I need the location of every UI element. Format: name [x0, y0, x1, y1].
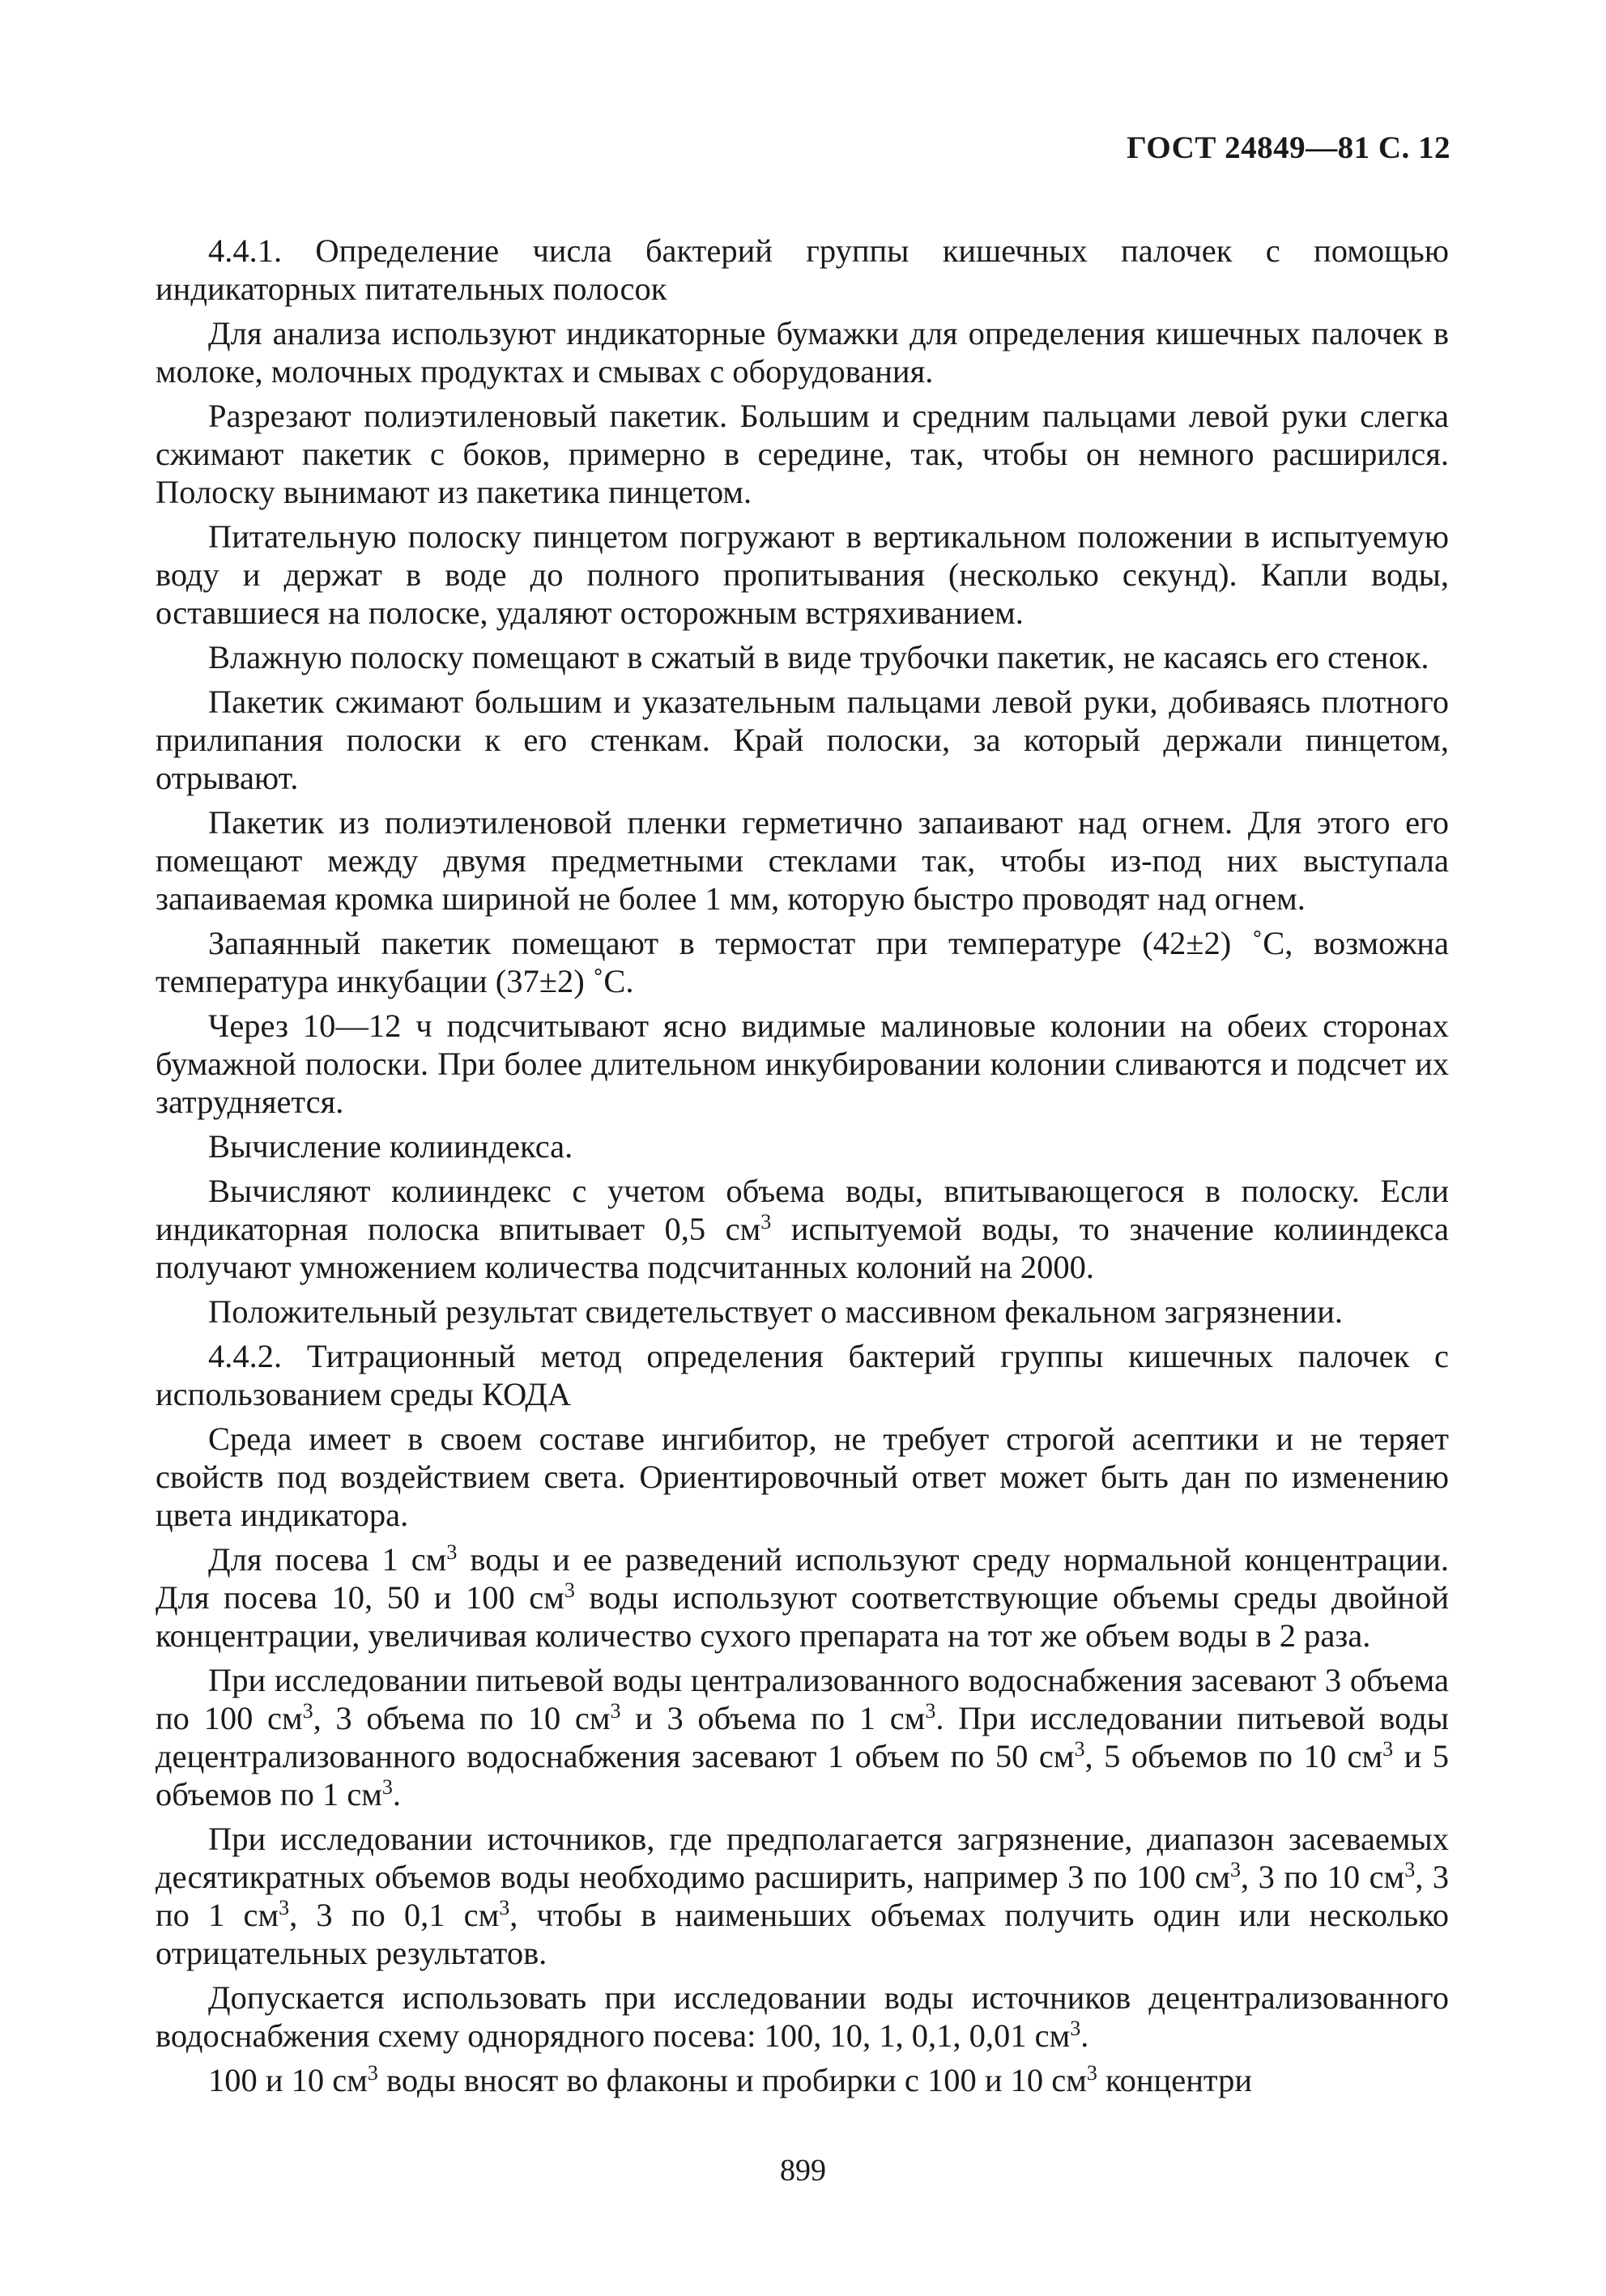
paragraph: 100 и 10 $см^3$ воды вносят во флаконы и пробирки с 100 и 10 $см^3$ концентри	[208, 2061, 1252, 2098]
paragraph: Для посева 1 $см^3$ воды и ее разведений используют среду нормальной концентрации. Для посева 10, 50 и 100 $см^3$ воды используют соответствующие объемы среды двойной концентрации, увеличивая количество сухого препарата на тот же объем воды в 2 раза.	[155, 1540, 1450, 1654]
paragraph: Влажную полоску помещают в сжатый в виде трубочки пакетик, не касаясь его стенок.	[208, 639, 1429, 675]
paragraph: Пакетик сжимают большим и указательным пальцами левой руки, добиваясь плотного прилипания полоски к его стенкам. Край полоски, за который держали пинцетом, отрывают.	[155, 684, 1449, 796]
superscript-3: 3	[367, 2061, 378, 2085]
paragraph: Допускается использовать при исследовании воды источников децентрализованного водоснабжения схему однорядного посева: 100, 10, 1, 0,1, 0,01 $см^3$.	[155, 1979, 1449, 2054]
paragraph: Среда имеет в своем составе ингибитор, не требует строгой асептики и не теряет свойств под воздействием света. Ориентировочный ответ может быть дан по изменению цвета индикатора.	[155, 1421, 1449, 1533]
superscript-3: 3	[610, 1699, 621, 1723]
superscript-3: 3	[381, 1775, 393, 1799]
paragraph: Для анализа используют индикаторные бумажки для определения кишечных палочек в молоке, молочных продуктах и смывах с оборудования.	[155, 315, 1449, 390]
superscript-3: 3	[499, 1896, 510, 1919]
superscript-3: 3	[279, 1896, 290, 1919]
paragraph: Разрезают полиэтиленовый пакетик. Большим и средним пальцами левой руки слегка сжимают пакетик с боков, примерно в середине, так, чтобы он немного расширился. Полоску вынимают из пакетика пинцетом.	[155, 398, 1449, 510]
superscript-3: 3	[925, 1699, 936, 1723]
superscript-3: 3	[446, 1540, 458, 1564]
page-number: 899	[780, 2153, 826, 2187]
paragraph: При исследовании питьевой воды централизованного водоснабжения засевают 3 объема по 100 $см^3$, 3 объема по 10 $см^3$ и 3 объема по 1 $см^3$. При исследовании питьевой воды децентрализованного водоснабжения засевают 1 объем по 50 $см^3$, 5 объемов по 10 $см^3$ и 5 объемов по 1 $см^3$.	[155, 1662, 1450, 1813]
paragraph: Через 10—12 ч подсчитывают ясно видимые малиновые колонии на обеих сторонах бумажной полоски. При более длительном инкубировании колонии сливаются и подсчет их затрудняется.	[155, 1007, 1449, 1120]
superscript-3: 3	[1074, 1737, 1085, 1761]
superscript-3: 3	[1070, 2017, 1081, 2040]
paragraph: 4.4.1. Определение числа бактерий группы кишечных палочек с помощью индикаторных питательных полосок	[155, 232, 1449, 307]
paragraph: Вычисляют колииндекс с учетом объема воды, впитывающегося в полоску. Если индикаторная полоска впитывает 0,5 $см^3$ испытуемой воды, то значение колииндекса получают умножением количества подсчитанных колоний на 2000.	[155, 1173, 1449, 1285]
paragraph: Положительный результат свидетельствует о массивном фекальном загрязнении.	[208, 1293, 1343, 1330]
superscript-3: 3	[302, 1699, 313, 1723]
superscript-3: 3	[564, 1578, 575, 1602]
paragraph: Питательную полоску пинцетом погружают в вертикальном положении в испытуемую воду и держат в воде до полного пропитывания (несколько секунд). Капли воды, оставшиеся на полоске, удаляют осторожным встряхиванием.	[155, 518, 1449, 631]
paragraph: Вычисление колииндекса.	[208, 1128, 573, 1165]
superscript-3: 3	[1404, 1858, 1416, 1881]
page-header: ГОСТ 24849—81 С. 12	[1127, 130, 1451, 165]
document-body	[155, 232, 1449, 2106]
superscript-3: 3	[1382, 1737, 1394, 1761]
superscript-3: 3	[760, 1210, 772, 1233]
paragraph: При исследовании источников, где предполагается загрязнение, диапазон засеваемых десятикратных объемов воды необходимо расширить, например 3 по 100 $см^3$, 3 по 10 $см^3$, 3 по 1 $см^3$, 3 по 0,1 $см^3$, чтобы в наименьших объемах получить один или несколько отрицательных результатов.	[155, 1821, 1450, 1971]
superscript-3: 3	[1230, 1858, 1242, 1881]
superscript-3: 3	[1086, 2061, 1097, 2085]
paragraph: Запаянный пакетик помещают в термостат при температуре (42±2) ˚С, возможна температура инкубации (37±2) ˚С.	[155, 925, 1449, 999]
paragraph: Пакетик из полиэтиленовой пленки герметично запаивают над огнем. Для этого его помещают между двумя предметными стеклами так, чтобы из-под них выступала запаиваемая кромка шириной не более 1 мм, которую быстро проводят над огнем.	[155, 804, 1449, 917]
section-heading: 4.4.2. Титрационный метод определения бактерий группы кишечных палочек с использованием среды КОДА	[155, 1338, 1449, 1412]
